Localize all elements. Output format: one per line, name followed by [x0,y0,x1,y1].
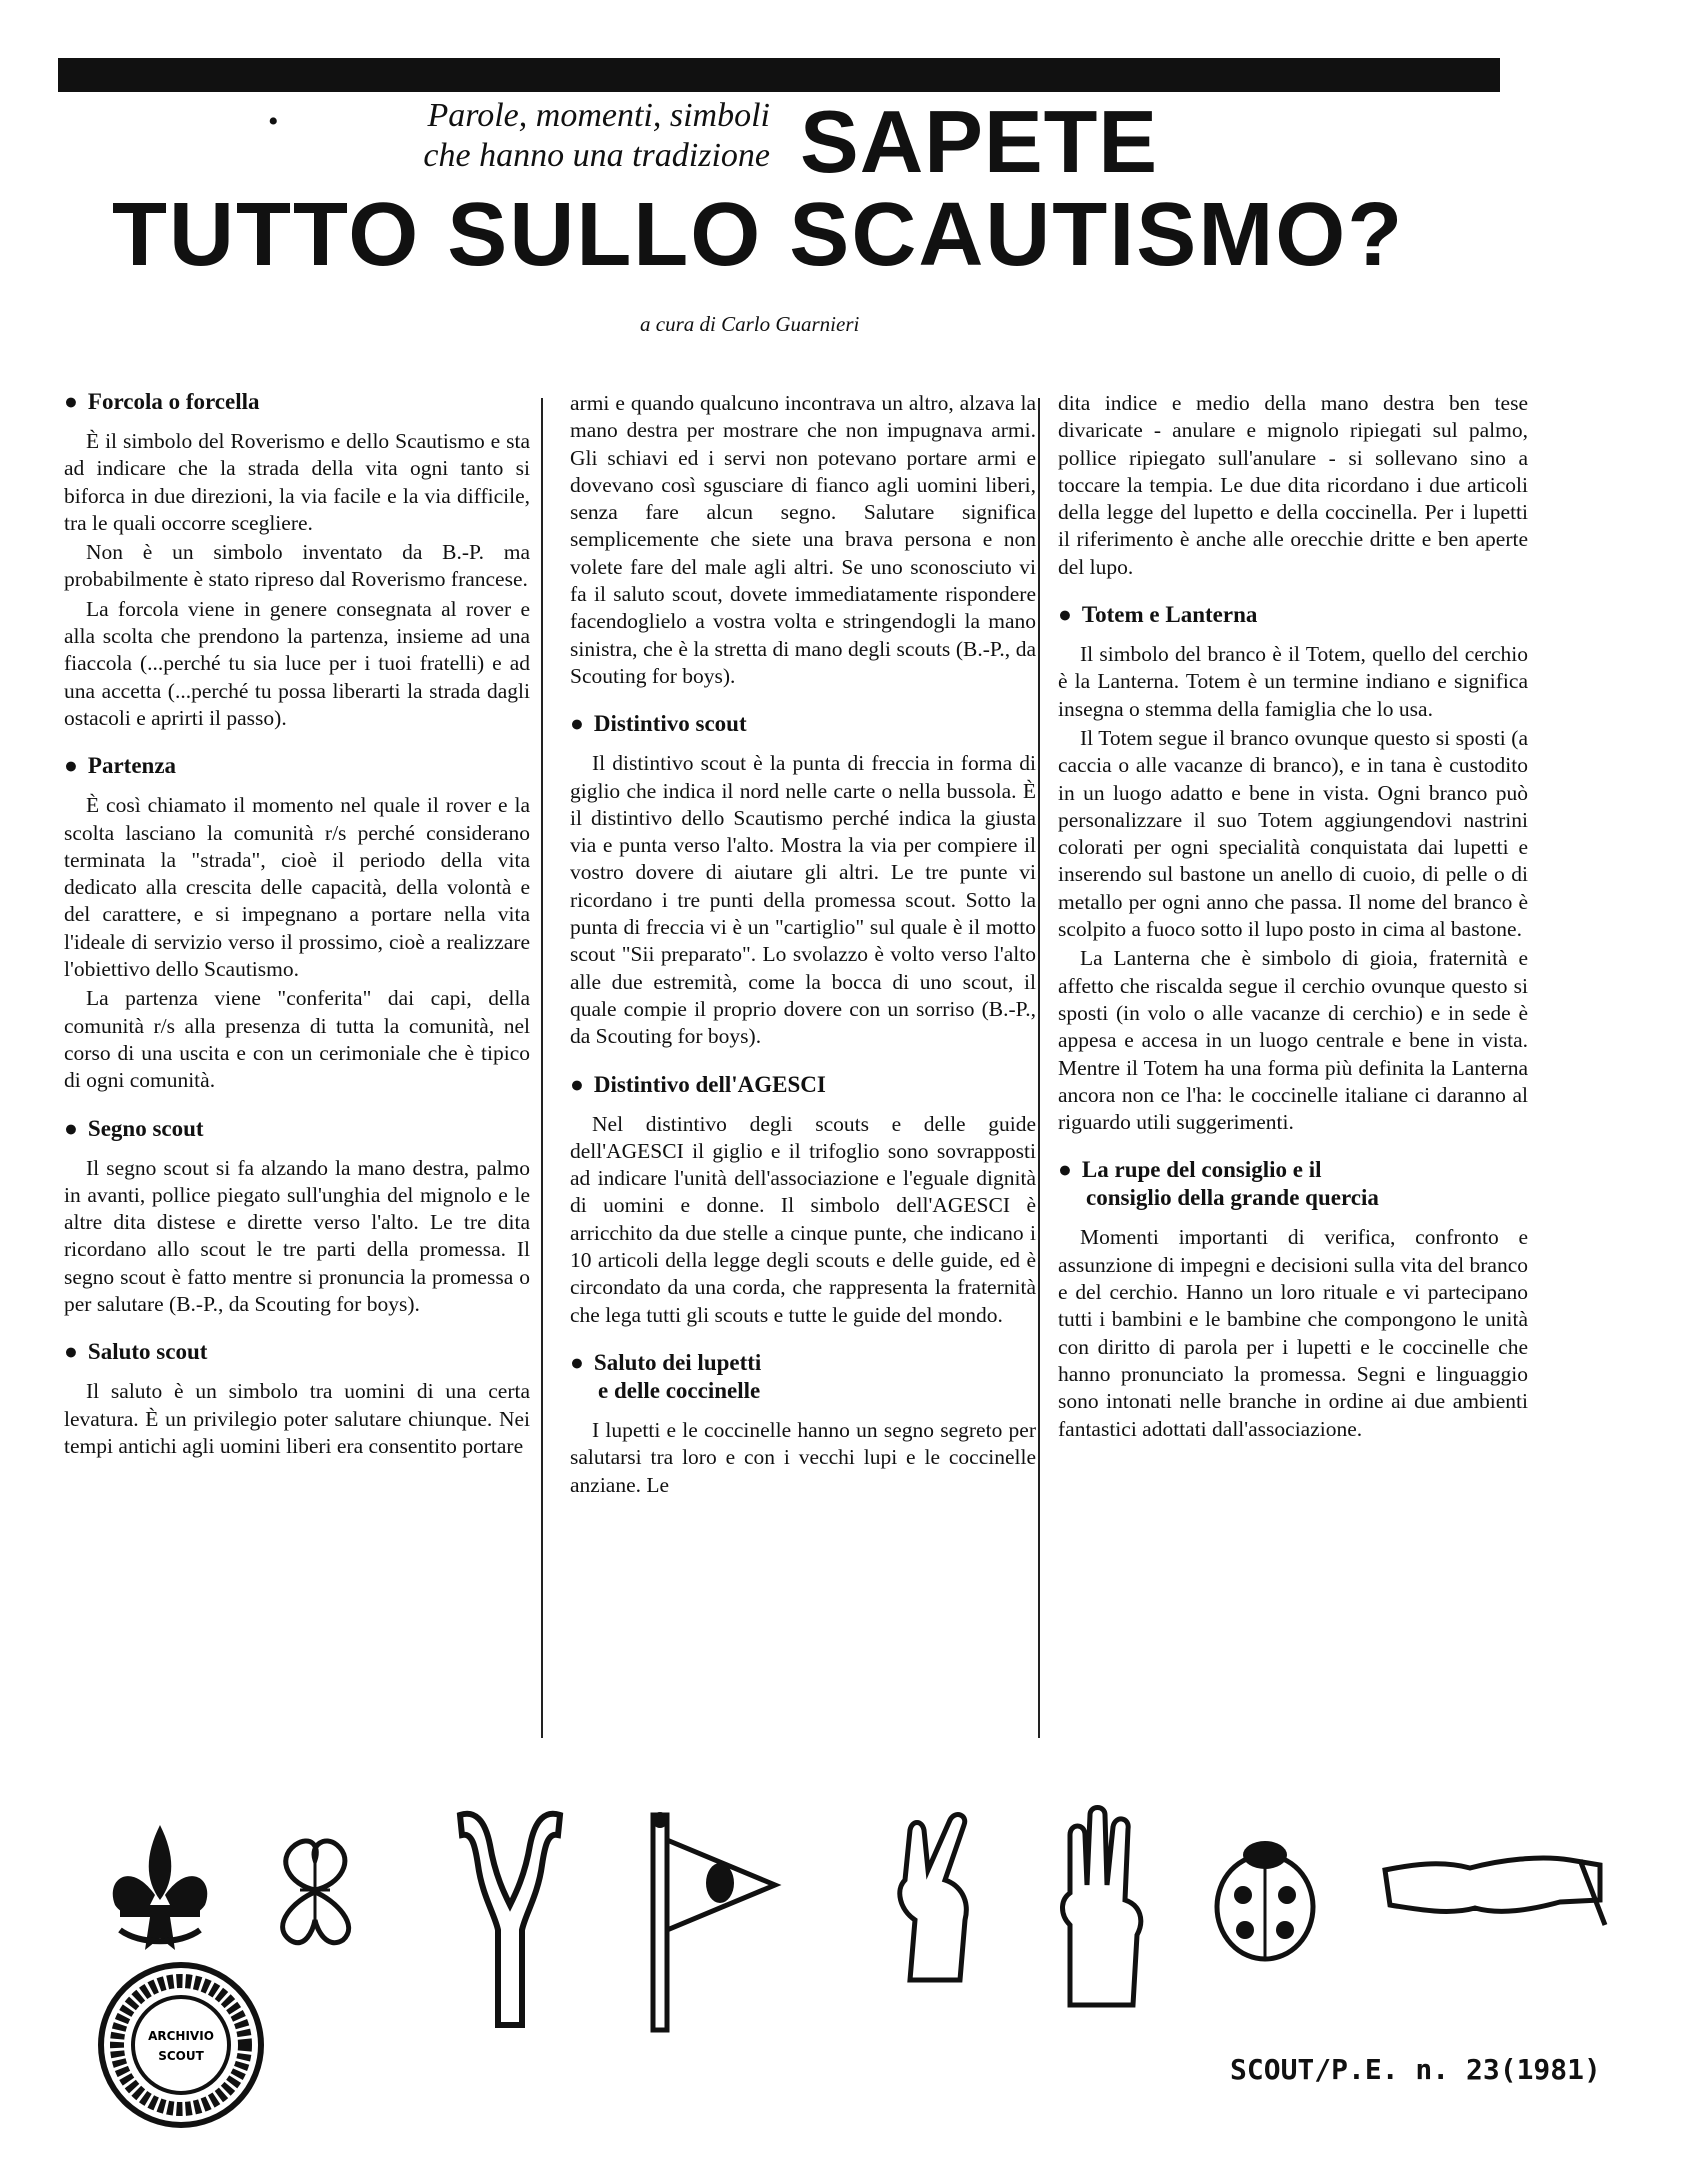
top-black-bar [58,58,1500,92]
wolf-cub-salute-icon [880,1810,1000,1990]
paragraph: È il simbolo del Roverismo e dello Scautismo e sta ad indicare che la strada della vita ogni tanto si biforca in due direzioni, la via facile e la via difficile, tra le quali occorre scegliere. [64,429,530,535]
section-heading: ● Segno scout [64,1115,204,1141]
title-line-2: TUTTO SULLO SCAUTISMO? [112,185,1405,285]
paragraph: Non è un simbolo inventato da B.-P. ma probabilmente è stato ripreso dal Roverismo francese. [64,540,530,592]
paragraph: Il segno scout si fa alzando la mano destra, palmo in avanti, pollice piegato sull'unghia del mignolo e le altre dita distese e dirette verso l'alto. Le tre dita ricordano allo scout le tre parti della promessa. Il segno scout è fatto mentre si pronuncia la promessa o per salutare (B.-P., da Scouting for boys). [64,1155,530,1317]
deck-line-2: che hanno una tradizione [423,137,770,174]
ladybug-icon [1205,1835,1325,1965]
paragraph: Il Totem segue il branco ovunque questo si sposti (a caccia o alle vacanze di branco), e in tana è custodito in un luogo adatto e bene in vista. Ogni branco può personalizzare il suo Totem aggiungendovi nastrini colorati per ogni specialità conquistata dai lupetti e inserendo sul bastone un anello di cuoio, di pelle o di metallo per ogni anno che passa. Il nome del branco è scolpito a fuoco sotto il lupo posto in cima al bastone. [1058,725,1528,942]
section-heading: ● Saluto dei lupetti e delle coccinelle [570,1349,762,1403]
handshake-icon [1380,1830,1610,1930]
trefoil-icon [255,1830,375,1960]
paragraph: armi e quando qualcuno incontrava un altro, alzava la mano destra per mostrare che non impugnava armi. Gli schiavi ed i servi non potevano portare armi e dovevano così sgusciare di fianco agli uomini liberi, senza fare alcun segno. Salutare significa semplicemente che siete una brava persona e non volete fare del male agli altri. Se uno sconosciuto vi fa il saluto scout, dovete immediatamente rispondere facendoglielo a vostra volta e stringendogli la mano sinistra, che è la stretta di mano degli scouts (B.-P., da Scouting for boys). [570,391,1036,688]
stamp-line-2: SCOUT [158,2049,204,2063]
deck-bullet: • [268,105,279,138]
stamp-line-1: ARCHIVIO [148,2029,214,2043]
archive-stamp [96,1960,266,2130]
totem-pennant-icon [635,1805,785,2035]
column-1 [64,388,530,1462]
deck [340,96,770,176]
paragraph: La forcola viene in genere consegnata al rover e alla scolta che prendono la partenza, insieme ad una fiaccola (...perché tu sia luce per i tuoi fratelli) e ad una accetta (...perché tu possa liberarti la strada dagli ostacoli e aprirti il passo). [64,596,530,730]
section-heading: ● Distintivo dell'AGESCI [570,1071,826,1097]
section-heading: ● Partenza [64,753,177,779]
scout-sign-icon [1045,1805,1165,2015]
footer-source: SCOUT/P.E. n. 23(1981) [1230,2053,1601,2086]
paragraph: Momenti importanti di verifica, confronto e assunzione di impegni e decisioni sulla vita del branco e del cerchio. Hanno un loro rituale e vi partecipano tutti i bambini e le bambine che compongono le unità con diritto di parola per i lupetti e le coccinelle che hanno pronunciato la promessa. Segni e linguaggio sono intonati nelle branche in ordine ai due ambienti fantastici adottati dall'associazione. [1058,1225,1528,1441]
paragraph: Il simbolo del branco è il Totem, quello del cerchio è la Lanterna. Totem è un termine indiano e significa insegna o stemma della famiglia che lo usa. [1058,642,1528,721]
title-line-1: SAPETE [800,92,1159,191]
column-rule [1038,398,1040,1738]
column-3 [1058,390,1528,1445]
section-heading: ● Distintivo scout [570,711,747,737]
forked-stick-icon [450,1805,570,2035]
deck-line-1: Parole, momenti, simboli [427,97,770,134]
paragraph: I lupetti e le coccinelle hanno un segno segreto per salutarsi tra loro e con i vecchi lupi e le coccinelle anziane. Le [570,1417,1036,1497]
paragraph: È così chiamato il momento nel quale il rover e la scolta lasciano la comunità r/s perché considerano terminata la "strada", cioè il periodo della vita dedicato alla crescita delle capacità, della volontà e del carattere, e si impegnano a portare nella vita l'ideale di servizio verso il prossimo, cioè a realizzare l'obiettivo dello Scautismo. [64,793,530,982]
fleur-de-lis-icon [100,1820,220,1960]
column-rule [541,398,543,1738]
symbols-strip [90,1800,1610,2030]
section-heading: ● Saluto scout [64,1339,208,1365]
section-heading: ● Forcola o forcella [64,389,260,414]
paragraph: La Lanterna che è simbolo di gioia, fraternità e affetto che riscalda segue il cerchio ovunque questo si sposti (in volo o alle vacanze di cerchio) e in sede è appesa e accesa in un luogo centrale e bene in vista. Mentre il Totem ha una forma più definita la Lanterna ancora non ce l'ha: le coccinelle italiane ci daranno al riguardo utili suggerimenti. [1058,946,1528,1135]
paragraph: Il saluto è un simbolo tra uomini di una certa levatura. È un privilegio poter salutare chiunque. Nei tempi antichi agli uomini liberi era consentito portare [64,1379,530,1458]
byline: a cura di Carlo Guarnieri [640,312,860,336]
paragraph: Nel distintivo degli scouts e delle guide dell'AGESCI il giglio e il trifoglio sono sovrapposti ad indicare l'unità dell'associazione e l'eguale dignità di uomini e donne. Il simbolo dell'AGESCI è arricchito da due stelle a cinque punte, che indicano i 10 articoli della legge degli scouts e delle guide, ed è circondato da una corda, che rappresenta la fraternità che lega tutti gli scouts e tutte le guide del mondo. [570,1111,1036,1327]
paragraph: dita indice e medio della mano destra ben tese divaricate - anulare e mignolo ripiegati sul palmo, pollice ripiegato sull'anulare - si sollevano sino a toccare la tempia. Le due dita ricordano i due articoli della legge del lupetto e della coccinella. Per i lupetti il riferimento è anche alle orecchie dritte e ben aperte del lupo. [1058,391,1528,579]
paragraph: La partenza viene "conferita" dai capi, della comunità r/s alla presenza di tutta la comunità, nel corso di una uscita e con un cerimoniale che è tipico di ogni comunità. [64,986,530,1093]
section-heading: ● La rupe del consiglio e il consiglio della grande quercia [1058,1157,1379,1211]
section-heading: ● Totem e Lanterna [1058,602,1258,628]
column-2 [570,390,1036,1501]
paragraph: Il distintivo scout è la punta di freccia in forma di giglio che indica il nord nelle carte o nella bussola. È il distintivo dello Scautismo perché indica la giusta via e punta verso l'alto. Mostra la via per compiere il vostro dovere di aiutare gli altri. Le tre punte vi ricordano i tre punti della promessa scout. Sotto la punta di freccia vi è un "cartiglio" sul quale è il motto scout "Sii preparato". Lo svolazzo è volto verso l'alto alle due estremità, come la bocca di uno scout, il quale compie il proprio dovere con un sorriso (B.-P., da Scouting for boys). [570,751,1036,1049]
